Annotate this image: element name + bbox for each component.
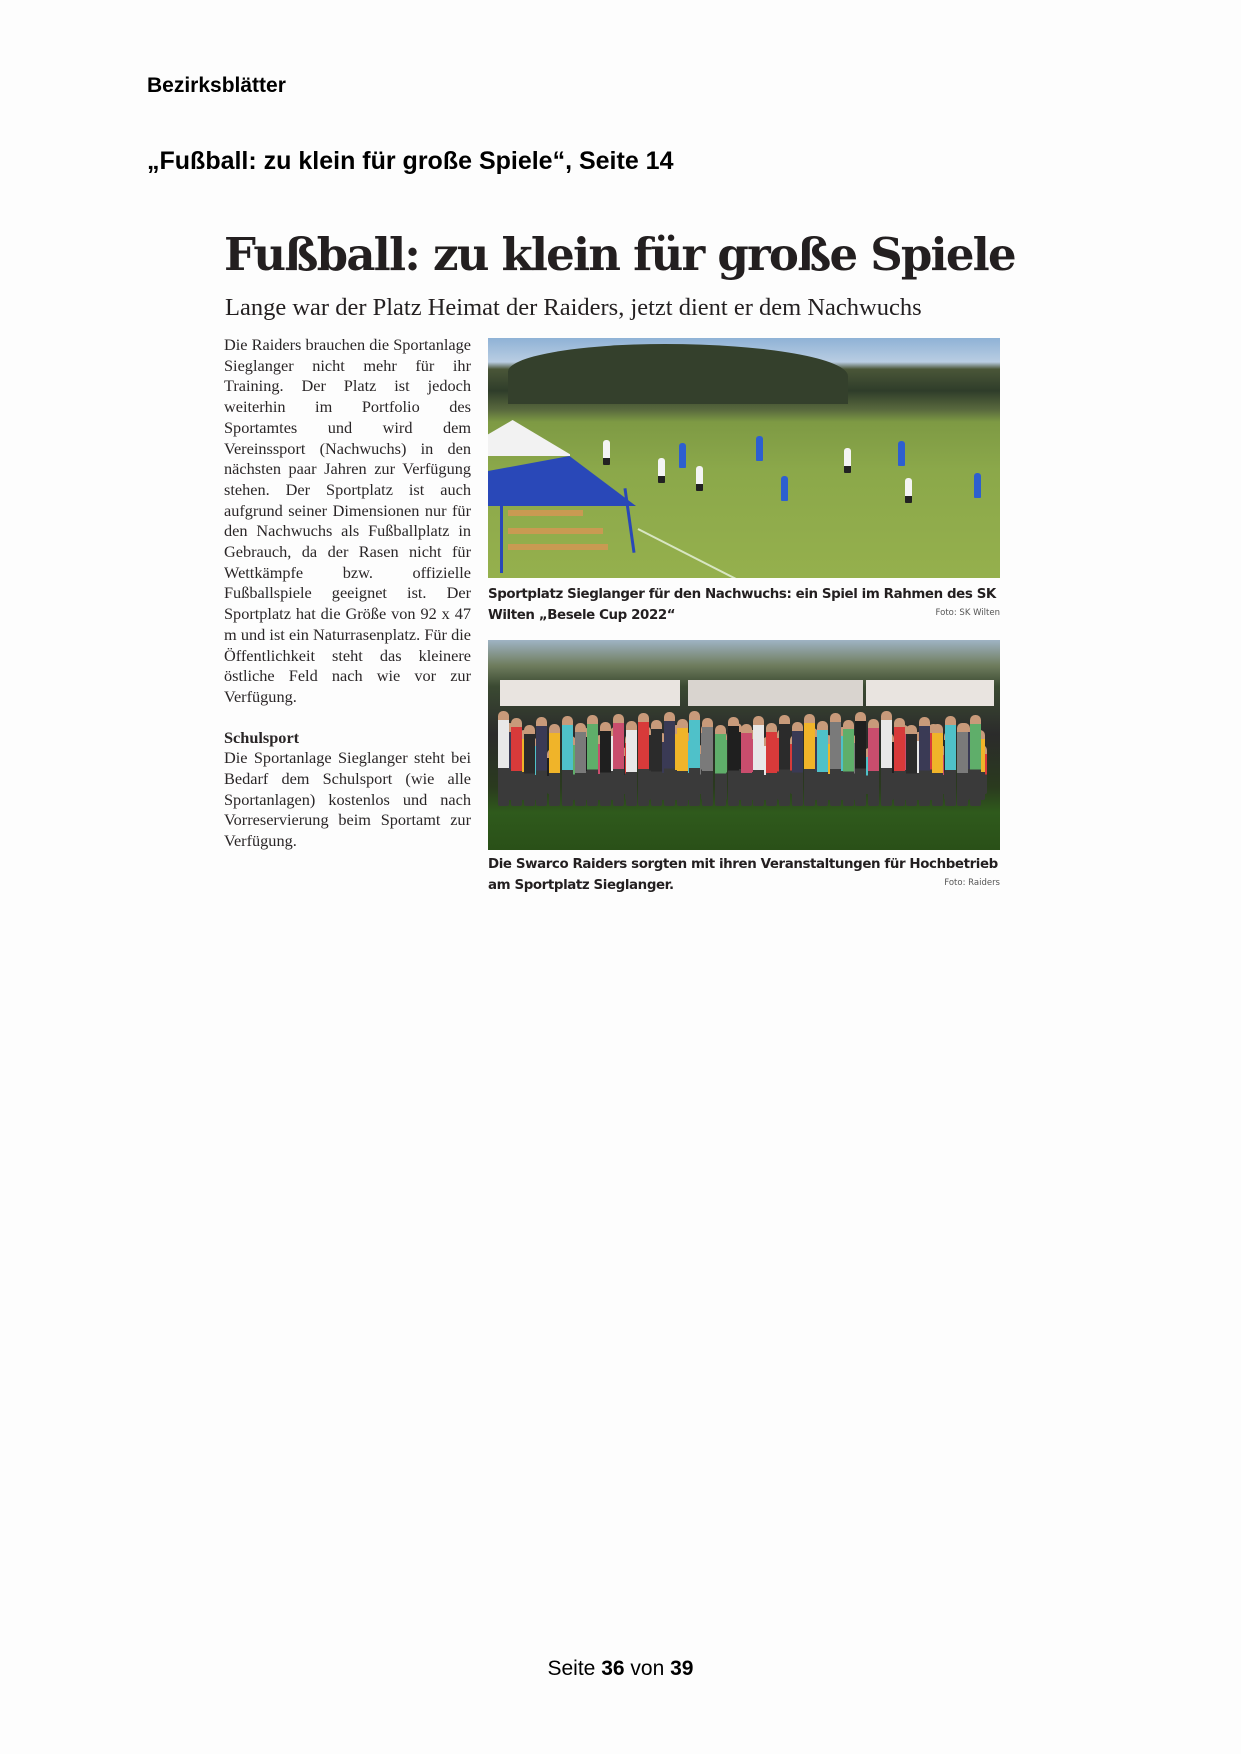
person-figure [587, 715, 598, 806]
document-title: „Fußball: zu klein für große Spiele“, Seite 14 [147, 147, 674, 175]
section-heading: Schulsport [224, 727, 300, 747]
person-figure [894, 718, 905, 806]
person-figure [945, 716, 956, 806]
person-figure [549, 724, 560, 806]
player [696, 466, 703, 491]
photo-caption [488, 584, 1000, 626]
person-figure [664, 712, 675, 806]
article-paragraph: Die Raiders brauchen die Sportanlage Sieglanger nicht mehr für ihr Training. Der Platz ist jedoch weiterhin im Portfolio des Sportamtes und wird dem Vereinssport (Nachwuchs) in den nächsten paar Jahren zur Verfügung stehen. Der Sportplatz ist auch aufgrund seiner Dimensionen nur für den Nachwuchs als Fußballplatz in Gebrauch, da der Rasen nicht für Wettkämpfe bzw. offizielle Fußballspiele geeignet ist. Der Sportplatz hat die Größe von 92 x 47 m und ist ein Naturrasenplatz. Für die Öffentlichkeit steht das kleinere östliche Feld nach wie vor zur Verfügung. [224, 335, 471, 706]
person-figure [575, 723, 586, 806]
tent-pole [500, 503, 503, 573]
caption-text: Die Swarco Raiders sorgten mit ihren Veranstaltungen für Hochbetrieb am Sportplatz Sieglanger. [488, 857, 998, 893]
blue-tent-icon [488, 456, 636, 506]
person-figure [753, 716, 764, 806]
photo-credit: Foto: Raiders [944, 878, 1000, 888]
person-figure [600, 722, 611, 806]
player [905, 478, 912, 503]
person-figure [728, 717, 739, 806]
bench [508, 528, 603, 534]
group-of-people [498, 698, 993, 806]
player [974, 473, 981, 498]
person-figure [689, 711, 700, 806]
person-figure [741, 724, 752, 806]
person-figure [511, 718, 522, 806]
person-figure [843, 720, 854, 806]
white-tent-icon [488, 420, 570, 456]
person-figure [970, 715, 981, 806]
photo-group [488, 640, 1000, 850]
player [756, 436, 763, 461]
person-figure [715, 725, 726, 806]
page-footer [0, 1657, 1241, 1681]
person-figure [562, 716, 573, 806]
person-figure [804, 714, 815, 806]
person-figure [919, 717, 930, 806]
current-page-number: 36 [601, 1657, 625, 1680]
person-figure [536, 717, 547, 806]
newspaper-clipping [222, 222, 1015, 902]
mountain-shape [508, 344, 848, 404]
person-figure [626, 721, 637, 806]
person-figure [677, 719, 688, 806]
article-headline: Fußball: zu klein für große Spiele [224, 228, 1015, 281]
player [603, 440, 610, 465]
section-paragraph: Die Sportanlage Sieglanger steht bei Bedarf dem Schulsport (wie alle Sportanlagen) kostenlos und nach Vorreservierung beim Sportamt zur Verfügung. [224, 748, 471, 851]
footer-prefix: Seite [547, 1657, 596, 1680]
person-figure [613, 714, 624, 806]
person-figure [766, 723, 777, 806]
caption-text: Sportplatz Sieglanger für den Nachwuchs: ein Spiel im Rahmen des SK Wilten „Besele Cup 2022“ [488, 587, 996, 623]
person-figure [881, 711, 892, 806]
person-figure [651, 720, 662, 806]
person-figure [932, 724, 943, 806]
person-figure [638, 713, 649, 806]
field-line [638, 528, 781, 578]
player [898, 441, 905, 466]
bench [508, 544, 608, 550]
article-body [224, 335, 471, 852]
article-subheadline: Lange war der Platz Heimat der Raiders, jetzt dient er dem Nachwuchs [225, 294, 922, 321]
photo-caption [488, 854, 1000, 896]
person-figure [792, 722, 803, 806]
tent-pole [623, 488, 635, 553]
page-header: Bezirksblätter [147, 74, 286, 97]
photo-credit: Foto: SK Wilten [935, 608, 1000, 618]
person-figure [817, 721, 828, 806]
person-figure [906, 725, 917, 806]
player [844, 448, 851, 473]
person-figure [498, 711, 509, 806]
player [679, 443, 686, 468]
person-figure [702, 718, 713, 806]
total-pages: 39 [670, 1657, 694, 1680]
player [781, 476, 788, 501]
person-figure [779, 715, 790, 806]
footer-separator: von [630, 1657, 665, 1680]
person-figure [524, 725, 535, 806]
person-figure [957, 723, 968, 806]
person-figure [855, 712, 866, 806]
person-figure [830, 713, 841, 806]
player [658, 458, 665, 483]
person-figure [868, 719, 879, 806]
photo-football-match [488, 338, 1000, 578]
bench [508, 510, 583, 516]
